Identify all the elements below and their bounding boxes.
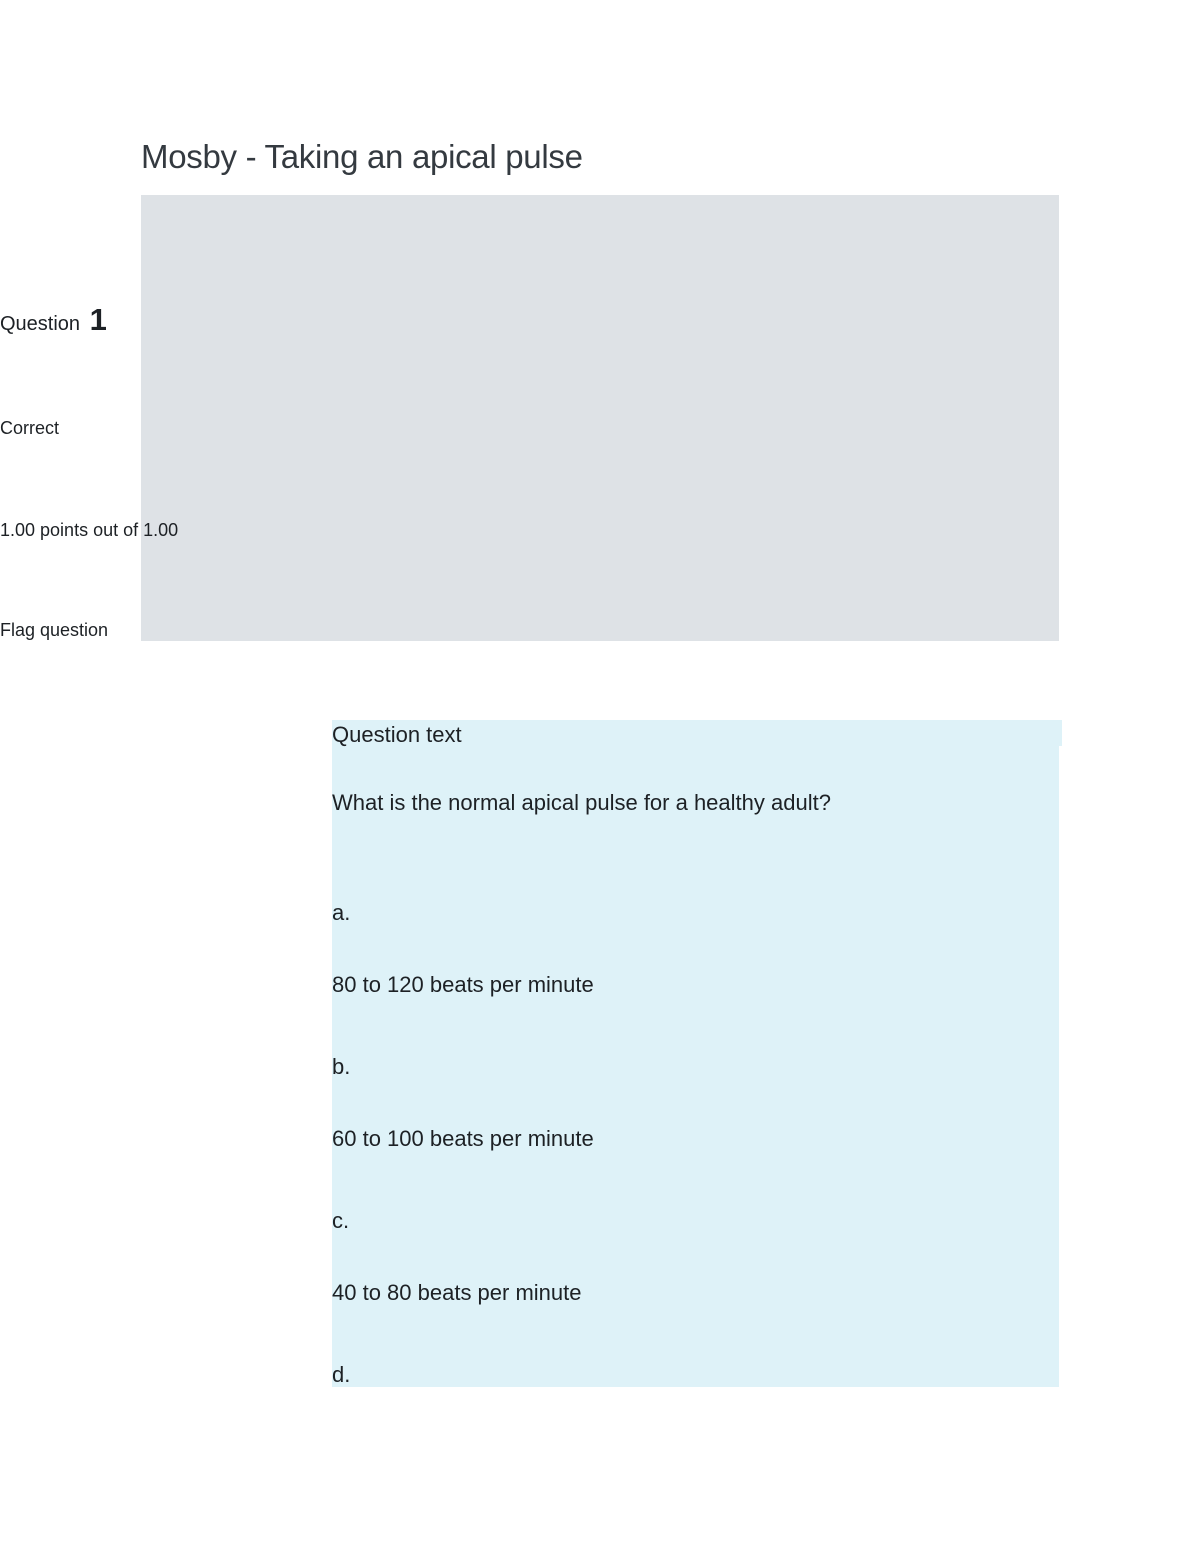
- question-grade: 1.00 points out of 1.00: [0, 520, 179, 540]
- answer-a-text[interactable]: 80 to 120 beats per minute: [332, 972, 594, 997]
- answer-d-letter[interactable]: d.: [332, 1362, 351, 1387]
- answer-c-text[interactable]: 40 to 80 beats per minute: [332, 1280, 582, 1305]
- question-info-panel: [141, 195, 1059, 641]
- answer-c-letter[interactable]: c.: [332, 1208, 350, 1233]
- panel-notch: [1059, 720, 1062, 746]
- answer-b-letter[interactable]: b.: [332, 1054, 351, 1079]
- question-label: Question: [0, 313, 81, 335]
- question-text: What is the normal apical pulse for a healthy adult?: [332, 790, 831, 815]
- flag-question-link[interactable]: Flag question: [0, 620, 109, 640]
- answer-b-text[interactable]: 60 to 100 beats per minute: [332, 1126, 594, 1151]
- question-text-label: Question text: [332, 722, 462, 747]
- answer-a-letter[interactable]: a.: [332, 900, 351, 925]
- question-state: Correct: [0, 418, 60, 438]
- question-number: 1: [89, 302, 107, 337]
- page-title: Mosby - Taking an apical pulse: [141, 138, 583, 175]
- question-number-heading: [0, 302, 107, 338]
